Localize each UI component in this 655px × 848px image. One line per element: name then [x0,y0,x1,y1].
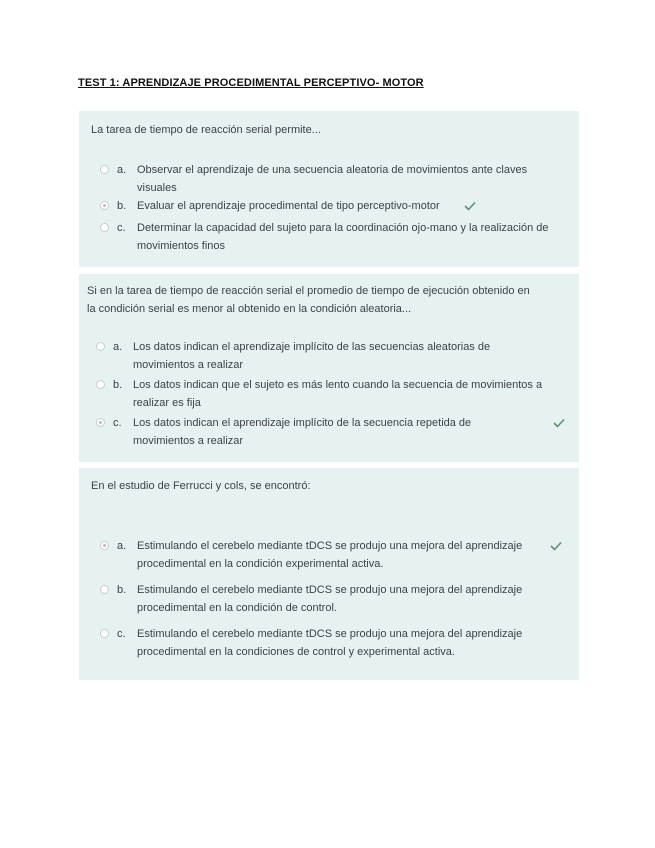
option-text: Los datos indican el aprendizaje implícito de la secuencia repetida de [133,417,472,429]
option-letter: a. [113,341,123,353]
radio-button-selected[interactable] [100,541,109,550]
answer-option-a[interactable] [79,338,579,378]
option-text: Estimulando el cerebelo mediante tDCS se produjo una mejora del aprendizaje [137,628,523,640]
radio-button[interactable] [100,165,109,174]
radio-button[interactable] [96,342,105,351]
check-icon [553,418,565,428]
option-letter: c. [117,222,126,234]
option-text: Los datos indican que el sujeto es más lento cuando la secuencia de movimientos a [133,379,543,391]
option-letter: b. [117,200,127,212]
answer-option-b[interactable] [79,581,579,621]
radio-button[interactable] [96,380,105,389]
option-text: procedimental en la condición de control. [137,602,337,614]
option-text: realizar es fija [133,397,201,409]
answer-option-c[interactable] [79,219,579,259]
option-text: visuales [137,182,177,194]
option-text: Los datos indican el aprendizaje implícito de las secuencias aleatorias de [133,341,491,353]
answer-option-b[interactable] [79,376,579,416]
check-icon [550,541,562,551]
option-text: procedimental en la condición experimental activa. [137,558,384,570]
radio-button[interactable] [100,629,109,638]
question-text: La tarea de tiempo de reacción serial permite... [91,124,321,136]
answer-option-c[interactable] [79,414,579,454]
question-text: Si en la tarea de tiempo de reacción serial el promedio de tiempo de ejecución obtenido en [87,285,530,297]
answer-option-a[interactable] [79,161,579,201]
option-text: movimientos a realizar [133,435,244,447]
option-letter: c. [117,628,126,640]
option-letter: c. [113,417,122,429]
radio-button[interactable] [100,223,109,232]
option-letter: a. [117,540,127,552]
question-text: la condición serial es menor al obtenido en la condición aleatoria... [87,303,412,315]
option-text: Determinar la capacidad del sujeto para la coordinación ojo-mano y la realización de [137,222,549,234]
radio-button-selected[interactable] [96,418,105,427]
check-icon [464,201,476,211]
question-card [79,468,579,680]
radio-button-selected[interactable] [100,201,109,210]
answer-option-a[interactable] [79,537,579,577]
page-title: TEST 1: APRENDIZAJE PROCEDIMENTAL PERCEPTIVO- MOTOR [78,77,424,89]
option-letter: b. [113,379,123,391]
question-card [79,274,579,462]
question-card [79,111,579,267]
option-text: Observar el aprendizaje de una secuencia aleatoria de movimientos ante claves [137,164,528,176]
question-text: En el estudio de Ferrucci y cols, se encontró: [91,480,311,492]
option-text: procedimental en la condiciones de control y experimental activa. [137,646,455,658]
option-text: Estimulando el cerebelo mediante tDCS se produjo una mejora del aprendizaje [137,584,523,596]
option-text: movimientos finos [137,240,226,252]
radio-button[interactable] [100,585,109,594]
option-text: movimientos a realizar [133,359,244,371]
option-letter: a. [117,164,127,176]
answer-option-c[interactable] [79,625,579,665]
option-text: Estimulando el cerebelo mediante tDCS se produjo una mejora del aprendizaje [137,540,523,552]
option-text: Evaluar el aprendizaje procedimental de tipo perceptivo-motor [137,200,440,212]
option-letter: b. [117,584,127,596]
